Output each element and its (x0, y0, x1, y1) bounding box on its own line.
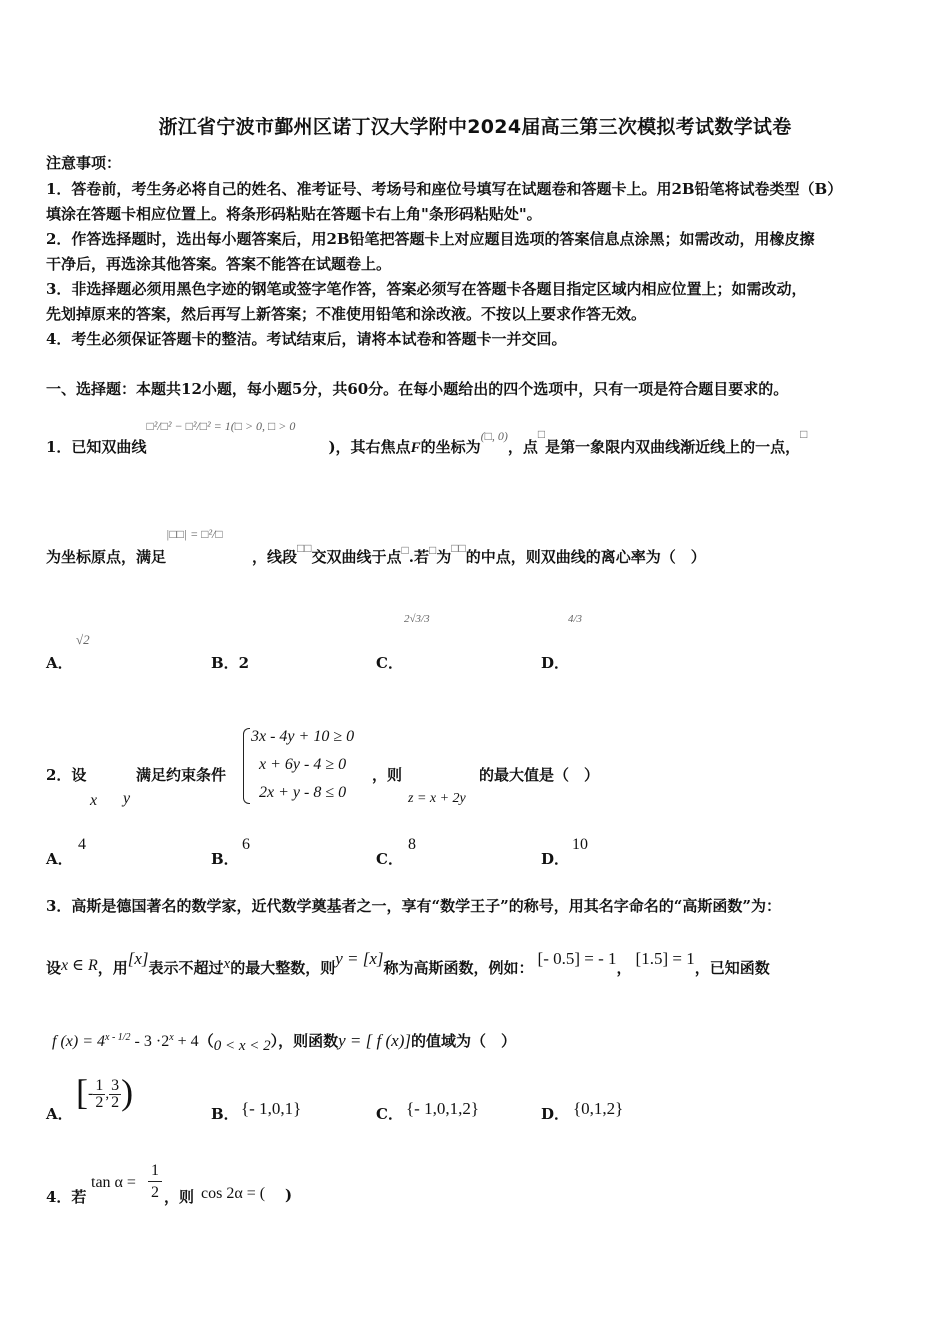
notice-line-2a: 2．作答选择题时，选出每小题答案后，用2B铅笔把答题卡上对应题目选项的答案信息点涂黑；如需改动，用橡皮擦 (46, 230, 815, 248)
q3-option-a-fraction-2 (109, 1078, 121, 1111)
notice-line-3a: 3．非选择题必须用黑色字迹的钢笔或签字笔作答，答案必须写在答题卡各题目指定区域内相应位置上；如需改动， (46, 280, 807, 298)
q2-option-a: A． (46, 850, 73, 868)
q3-function-lhs: f (x) = 4 (52, 1033, 105, 1050)
q3-option-a-den-1: 2 (95, 1094, 104, 1112)
q3-option-a-right-bracket: ) (121, 1072, 134, 1112)
q2-var-y: y (123, 790, 131, 807)
q2-text-2: 满足约束条件 (136, 766, 227, 784)
notice-line-3b: 先划掉原来的答案，然后再写上新答案；不准使用铅笔和涂改液。不按以上要求作答无效。 (46, 305, 647, 323)
q2-option-a-value: 4 (78, 836, 86, 853)
q3-text-5: 称为高斯函数，例如： (383, 959, 534, 977)
q3-text-9: ），则函数 (270, 1032, 339, 1050)
q3-gauss-function: y = [x] (335, 949, 384, 968)
q3-text-8: （ (198, 1032, 214, 1050)
q3-function-exponent-2: x (169, 1032, 174, 1043)
q3-intro: 3．高斯是德国著名的数学家，近代数学奠基者之一，享有“数学王子”的称号，用其名字命名的“高斯函数”为： (46, 897, 781, 915)
q3-x: x (223, 956, 231, 972)
q1-midpoint: □ (429, 543, 437, 557)
q4-fraction-denominator: 2 (151, 1184, 159, 1201)
q1-option-d: D． (541, 654, 570, 672)
q2-constraint-brace (243, 728, 250, 804)
q2-option-c: C． (376, 850, 403, 868)
q1-focus-F: F (410, 440, 421, 456)
q1-option-a-value: √2 (76, 632, 90, 647)
q2-constraint-1: 3x - 4y + 10 ≥ 0 (251, 728, 355, 745)
q1-text-7: ，线段 (252, 548, 298, 566)
q3-option-a-comma: , (105, 1086, 110, 1102)
q2-constraint-system (243, 726, 375, 806)
q3-example-2: [1.5] = 1 (635, 949, 695, 968)
q1-text-3: 的坐标为 (420, 438, 481, 456)
q4-text-2: ，则 (164, 1188, 195, 1206)
q4-cos-2alpha: cos 2α = ( (201, 1185, 266, 1202)
q1-segment-2: □□ (451, 541, 466, 555)
q2-constraint-3: 2x + y - 8 ≤ 0 (259, 784, 347, 801)
question-1-line-1 (46, 412, 808, 456)
q1-option-c: C． (376, 654, 403, 672)
q3-text-4: 的最大整数，则 (230, 959, 336, 977)
q3-bracket-x: [x] (127, 949, 149, 968)
q1-text-2: )，其右焦点 (328, 438, 411, 456)
q3-option-c-value: {- 1,0,1,2} (406, 1099, 479, 1118)
q1-hyperbola-equation: □²/□² − □²/□² = 1(□ > 0, □ > 0 (146, 419, 296, 433)
q3-option-d-value: {0,1,2} (573, 1099, 624, 1118)
q1-text-5: 是第一象限内双曲线渐近线上的一点， (545, 438, 801, 456)
q1-text-6: 为坐标原点，满足 (46, 548, 167, 566)
q3-option-a-left-bracket: [ (76, 1072, 88, 1112)
q2-text-1: 2．设 (46, 766, 87, 784)
q2-option-c-value: 8 (408, 836, 416, 853)
q1-intersection-point: □ (401, 543, 409, 557)
notice-line-1b: 填涂在答题卡相应位置上。将条形码粘贴在答题卡右上角"条形码粘贴处"。 (46, 205, 542, 223)
q2-option-b-value: 6 (242, 836, 250, 853)
q2-text-3: ，则 (372, 766, 403, 784)
q1-option-d-value: 4/3 (568, 613, 583, 625)
q3-line-2 (46, 948, 770, 977)
q3-text-1: 设 (46, 959, 62, 977)
q2-text-4: 的最大值是（ ） (479, 766, 600, 784)
q4-text-1: 4．若 (46, 1188, 87, 1206)
notice-line-1a: 1．答卷前，考生务必将自己的姓名、准考证号、考场号和座位号填写在试题卷和答题卡上。用2B铅笔将试卷类型（B） (46, 180, 843, 198)
q3-option-d: D． (541, 1105, 570, 1123)
q3-text-6: ， (616, 959, 632, 977)
q3-option-a-num-2: 3 (111, 1077, 120, 1095)
q1-text-10: 为 (436, 548, 452, 566)
q2-var-x: x (90, 792, 98, 809)
q3-option-b: B． (211, 1105, 239, 1123)
q1-point-placeholder: □ (537, 427, 546, 441)
q2-objective: z = x + 2y (408, 791, 466, 806)
q1-option-a: A． (46, 654, 73, 672)
notice-line-2b: 干净后，再选涂其他答案。答案不能答在试题卷上。 (46, 255, 392, 273)
q1-text-11: 的中点，则双曲线的离心率为（ ） (465, 548, 706, 566)
q3-option-a-num-1: 1 (95, 1077, 104, 1095)
q1-text-4: ，点 (507, 438, 538, 456)
exam-title: 浙江省宁波市鄞州区诺丁汉大学附中2024届高三第三次模拟考试数学试卷 (158, 116, 792, 138)
q3-text-10: 的值域为（ ） (410, 1032, 516, 1050)
notice-line-4: 4．考生必须保证答题卡的整洁。考试结束后，请将本试卷和答题卡一并交回。 (46, 330, 567, 348)
q3-option-a-den-2: 2 (111, 1094, 120, 1112)
q4-fraction (148, 1161, 162, 1204)
q3-option-b-value: {- 1,0,1} (241, 1099, 302, 1118)
q3-option-c: C． (376, 1105, 403, 1123)
q1-option-c-value: 2√3/3 (404, 613, 430, 625)
q3-x-in-R: x ∈ R (61, 957, 98, 974)
q2-option-d: D． (541, 850, 570, 868)
q1-focus-coordinate: (□, 0) (480, 429, 508, 443)
q3-composed-function: y = [ f (x)] (338, 1031, 411, 1050)
q4-fraction-numerator: 1 (148, 1161, 162, 1182)
q3-function-exponent: x - 1/2 (105, 1032, 131, 1043)
q3-option-a: A． (46, 1105, 73, 1123)
q1-option-b: B．2 (211, 654, 250, 672)
q3-function-end: + 4 (177, 1033, 199, 1050)
q1-segment: □□ (297, 541, 312, 555)
q3-line-3 (46, 1030, 516, 1054)
q1-condition: |□□| = □²/□ (166, 527, 223, 541)
q3-example-1: [- 0.5] = - 1 (537, 949, 617, 968)
q2-option-d-value: 10 (572, 836, 588, 853)
q4-text-3: ) (285, 1186, 293, 1204)
q1-origin-placeholder: □ (800, 427, 808, 441)
q4-tan-alpha: tan α = (91, 1174, 136, 1191)
q3-option-a-fraction-1 (93, 1078, 105, 1111)
q3-domain: 0 < x < 2 (213, 1038, 271, 1054)
q1-text-1: 1．已知双曲线 (46, 438, 147, 456)
q3-option-a-value (76, 1072, 134, 1127)
section-heading: 一、选择题：本题共12小题，每小题5分，共60分。在每小题给出的四个选项中，只有一项是符合题目要求的。 (46, 380, 789, 398)
notice-heading: 注意事项： (46, 154, 122, 172)
q2-constraint-2: x + 6y - 4 ≥ 0 (259, 756, 347, 773)
question-1-line-2 (46, 520, 706, 566)
q2-option-b: B． (211, 850, 239, 868)
q3-text-3: 表示不超过 (148, 959, 224, 977)
q3-function-middle: - 3 ·2 (134, 1033, 170, 1050)
q3-option-a-minus: - (88, 1085, 94, 1102)
q1-text-9: .若 (408, 548, 430, 566)
q1-text-8: 交双曲线于点 (311, 548, 402, 566)
q3-text-7: ，已知函数 (694, 959, 770, 977)
q3-text-2: ，用 (97, 959, 128, 977)
